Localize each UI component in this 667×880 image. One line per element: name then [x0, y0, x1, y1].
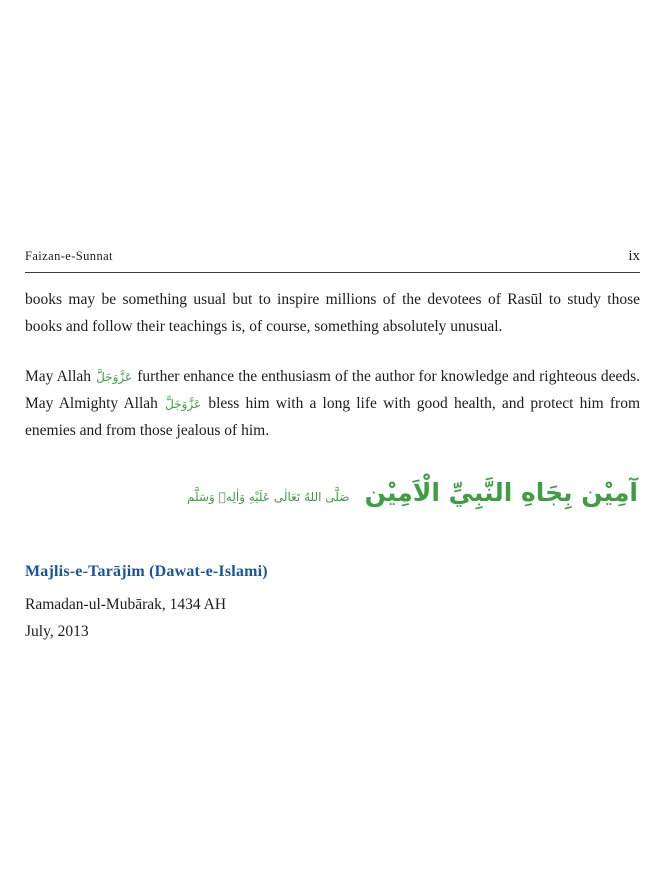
paragraph-2-text: further enhance the enthusiasm of the author for knowledge and righteous deeds. May Almighty Allah — [25, 368, 640, 412]
arabic-blessing-salawat: صَلَّى اللهُ تَعَالٰى عَلَيْهِ وَاٰلِهٖ وَسَلَّم — [186, 490, 350, 505]
signature-block — [25, 563, 640, 641]
paragraph-1: books may be something usual but to inspire millions of the devotees of Rasūl to study those books and follow their teachings is, of course, something absolutely unusual. — [25, 291, 640, 335]
signature-date-hijri: Ramadan-ul-Mubārak, 1434 AH — [25, 596, 227, 614]
allah-honorific-arabic: عَزَّوَجَلَّ — [96, 370, 133, 385]
body-text — [25, 287, 640, 444]
paragraph-2-text: bless him with a long life with good health, and protect him from enemies and from those jealous of him. — [25, 394, 641, 439]
paragraph-2-text: May Allah — [25, 368, 96, 386]
running-header — [25, 248, 640, 273]
signature-date-gregorian: July, 2013 — [25, 623, 89, 641]
allah-honorific-arabic: عَزَّوَجَلَّ — [165, 396, 202, 411]
header-book-title: Faizan-e-Sunnat — [25, 249, 113, 263]
header-page-number: ix — [628, 248, 640, 264]
signature-organization: Majlis-e-Tarājim (Dawat-e-Islami) — [25, 563, 268, 581]
paragraph-2 — [25, 364, 640, 444]
arabic-blessing-line — [25, 478, 638, 507]
arabic-blessing-main: آمِيْن بِجَاهِ النَّبِيِّ الْاَمِيْن — [364, 478, 638, 508]
